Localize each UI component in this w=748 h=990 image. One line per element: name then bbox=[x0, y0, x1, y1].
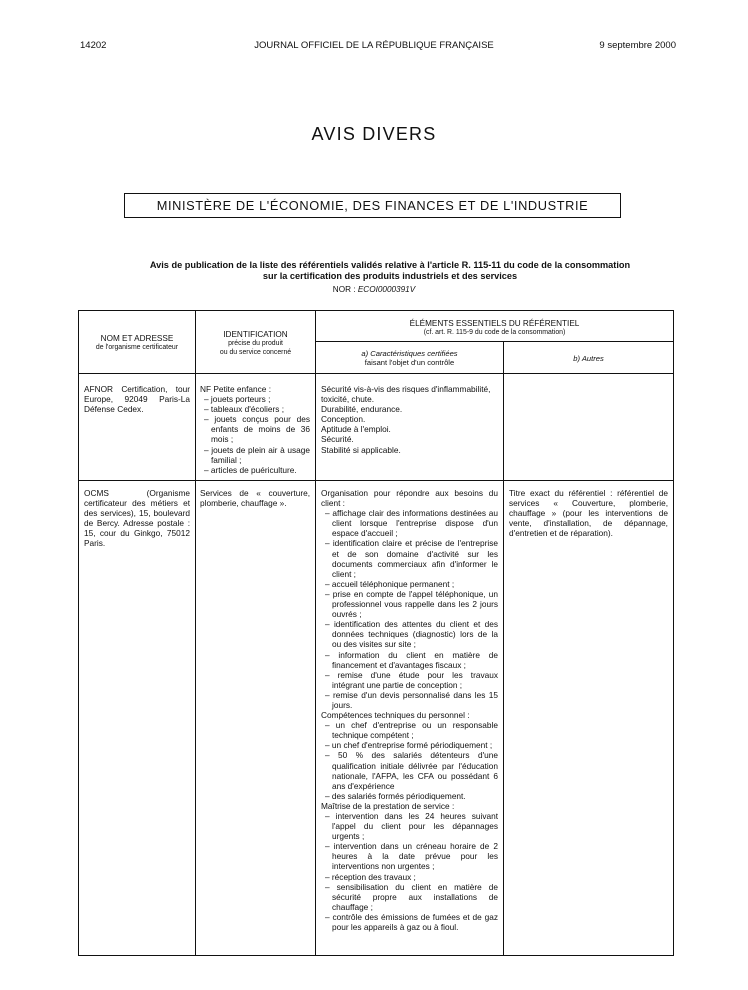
table-border-right bbox=[673, 310, 674, 956]
header-group-line-2: (cf. art. R. 115-9 du code de la consommation) bbox=[423, 329, 566, 336]
list-item: – articles de puériculture. bbox=[200, 465, 310, 475]
avis-title bbox=[60, 260, 720, 282]
row-2-organisme: OCMS (Organisme certificateur des métiers et des services), 15, boulevard de Bercy. Adresse postale : 15, cour du Ginkgo, 75012 Paris. bbox=[84, 488, 190, 549]
list-item: – tableaux d'écoliers ; bbox=[200, 404, 310, 414]
competences-list bbox=[321, 720, 498, 801]
header-autres: b) Autres bbox=[573, 354, 604, 363]
list-item: – remise d'un devis personnalisé dans les 15 jours. bbox=[321, 690, 498, 710]
header-organisme-line-1: NOM ET ADRESSE bbox=[100, 334, 174, 343]
list-item: – prise en compte de l'appel téléphonique, un professionnel vous rappelle dans les 2 jours ouvrés ; bbox=[321, 589, 498, 619]
header-elements-essentiels bbox=[316, 319, 673, 337]
list-item: Conception. bbox=[321, 414, 366, 425]
avis-title-line-1: Avis de publication de la liste des référentiels validés relative à l'article R. 115-11 du code de la consommation bbox=[149, 260, 631, 270]
list-item: – jouets conçus pour des enfants de moins de 36 mois ; bbox=[200, 414, 310, 444]
table-border-left bbox=[78, 310, 79, 956]
nor-reference bbox=[0, 285, 748, 294]
list-item: – information du client en matière de financement et d'avantages fiscaux ; bbox=[321, 650, 498, 670]
header-identification-line-3: ou du service concerné bbox=[219, 349, 292, 356]
header-organisme bbox=[79, 334, 195, 352]
row-1-organisme: AFNOR Certification, tour Europe, 92049 Paris-La Défense Cedex. bbox=[84, 384, 190, 415]
header-group-line-1: ÉLÉMENTS ESSENTIELS DU RÉFÉRENTIEL bbox=[409, 319, 580, 328]
header-characteristics-line-2: faisant l'objet d'un contrôle bbox=[364, 358, 455, 367]
column-divider-3 bbox=[503, 341, 504, 956]
header-identification-line-1: IDENTIFICATION bbox=[223, 330, 288, 339]
header-organisme-line-2: de l'organisme certificateur bbox=[95, 344, 179, 351]
header-characteristics-line-1: a) Caractéristiques certifiées bbox=[361, 349, 458, 358]
row-2-characteristics bbox=[321, 488, 498, 932]
list-item: – des salariés formés périodiquement. bbox=[321, 791, 498, 801]
header-bottom-rule bbox=[78, 373, 674, 374]
column-divider-2 bbox=[315, 310, 316, 956]
ministry-name: MINISTÈRE DE L'ÉCONOMIE, DES FINANCES ET DE L'INDUSTRIE bbox=[156, 198, 589, 213]
section-title: AVIS DIVERS bbox=[311, 124, 437, 144]
avis-title-line-2: sur la certification des produits industriels et des services bbox=[262, 271, 518, 281]
list-item: – remise d'une étude pour les travaux intégrant une partie de conception ; bbox=[321, 670, 498, 690]
header-identification-line-2: précise du produit bbox=[228, 340, 283, 347]
list-item: Durabilité, endurance. bbox=[321, 404, 403, 415]
organisation-list bbox=[321, 508, 498, 710]
publication-date: 9 septembre 2000 bbox=[599, 40, 676, 51]
list-item: – contrôle des émissions de fumées et de gaz pour les appareils à gaz ou à fioul. bbox=[321, 912, 498, 932]
list-item: – identification claire et précise de l'entreprise et de son domaine d'activité sur les documents commerciaux afin d'informer le client ; bbox=[321, 538, 498, 578]
row-divider bbox=[78, 480, 674, 481]
list-item: Stabilité si applicable. bbox=[321, 444, 401, 455]
list-item: – jouets porteurs ; bbox=[200, 394, 310, 404]
row-1-identification-intro: NF Petite enfance : bbox=[200, 384, 272, 394]
maitrise-list bbox=[321, 811, 498, 932]
list-item: – réception des travaux ; bbox=[321, 872, 498, 882]
group-header-rule bbox=[315, 341, 674, 342]
list-item: – un chef d'entreprise ou un responsable technique compétent ; bbox=[321, 720, 498, 740]
list-item: Sécurité. bbox=[321, 434, 354, 445]
list-item: – un chef d'entreprise formé périodiquement ; bbox=[321, 740, 498, 750]
list-item: – identification des attentes du client et des données techniques (diagnostic) lors de la ou des visites sur site ; bbox=[321, 619, 498, 649]
list-item: – affichage clair des informations destinées au client lorsque l'entreprise dispose d'un espace d'accueil ; bbox=[321, 508, 498, 538]
column-divider-1 bbox=[195, 310, 196, 956]
list-item: – jouets de plein air à usage familial ; bbox=[200, 445, 310, 465]
group-heading-maitrise: Maîtrise de la prestation de service : bbox=[321, 800, 455, 811]
row-1-product-list bbox=[200, 394, 310, 475]
list-item: – 50 % des salariés détenteurs d'une qualification initiale délivrée par l'éducation nationale, l'AFPA, les CFA ou possédant 6 ans d'expérience bbox=[321, 750, 498, 790]
row-1-identification bbox=[200, 384, 310, 475]
row-2-identification: Services de « couverture, plomberie, chauffage ». bbox=[200, 488, 310, 509]
nor-label: NOR : bbox=[332, 285, 356, 294]
table-border-top bbox=[78, 310, 674, 311]
header-characteristics bbox=[316, 349, 503, 367]
list-item: Aptitude à l'emploi. bbox=[321, 424, 391, 435]
journal-title: JOURNAL OFFICIEL DE LA RÉPUBLIQUE FRANÇAISE bbox=[254, 40, 494, 51]
list-item: – intervention dans les 24 heures suivant l'appel du client pour les dépannages urgents ; bbox=[321, 811, 498, 841]
page-number: 14202 bbox=[80, 40, 107, 51]
list-item: – accueil téléphonique permanent ; bbox=[321, 579, 498, 589]
row-2-autres: Titre exact du référentiel : référentiel de services « Couverture, plomberie, chauffage » (pour les interventions de vente, d'installation, de dépannage, d'entretien et de réparation). bbox=[509, 488, 668, 539]
ministry-banner bbox=[124, 193, 621, 218]
header-identification bbox=[196, 330, 315, 357]
list-item: Sécurité vis-à-vis des risques d'inflammabilité, toxicité, chute. bbox=[321, 384, 491, 405]
referentiels-table bbox=[78, 310, 674, 956]
list-item: – intervention dans un créneau horaire de 2 heures à la date prévue pour les interventions non urgentes ; bbox=[321, 841, 498, 871]
list-item: – sensibilisation du client en matière de sécurité propre aux installations de chauffage ; bbox=[321, 882, 498, 912]
group-heading-competences: Compétences techniques du personnel : bbox=[321, 710, 470, 721]
nor-value: ECOI0000391V bbox=[357, 285, 416, 294]
row-1-characteristics bbox=[321, 384, 499, 455]
group-heading-organisation: Organisation pour répondre aux besoins du client : bbox=[321, 488, 498, 509]
table-border-bottom bbox=[78, 955, 674, 956]
